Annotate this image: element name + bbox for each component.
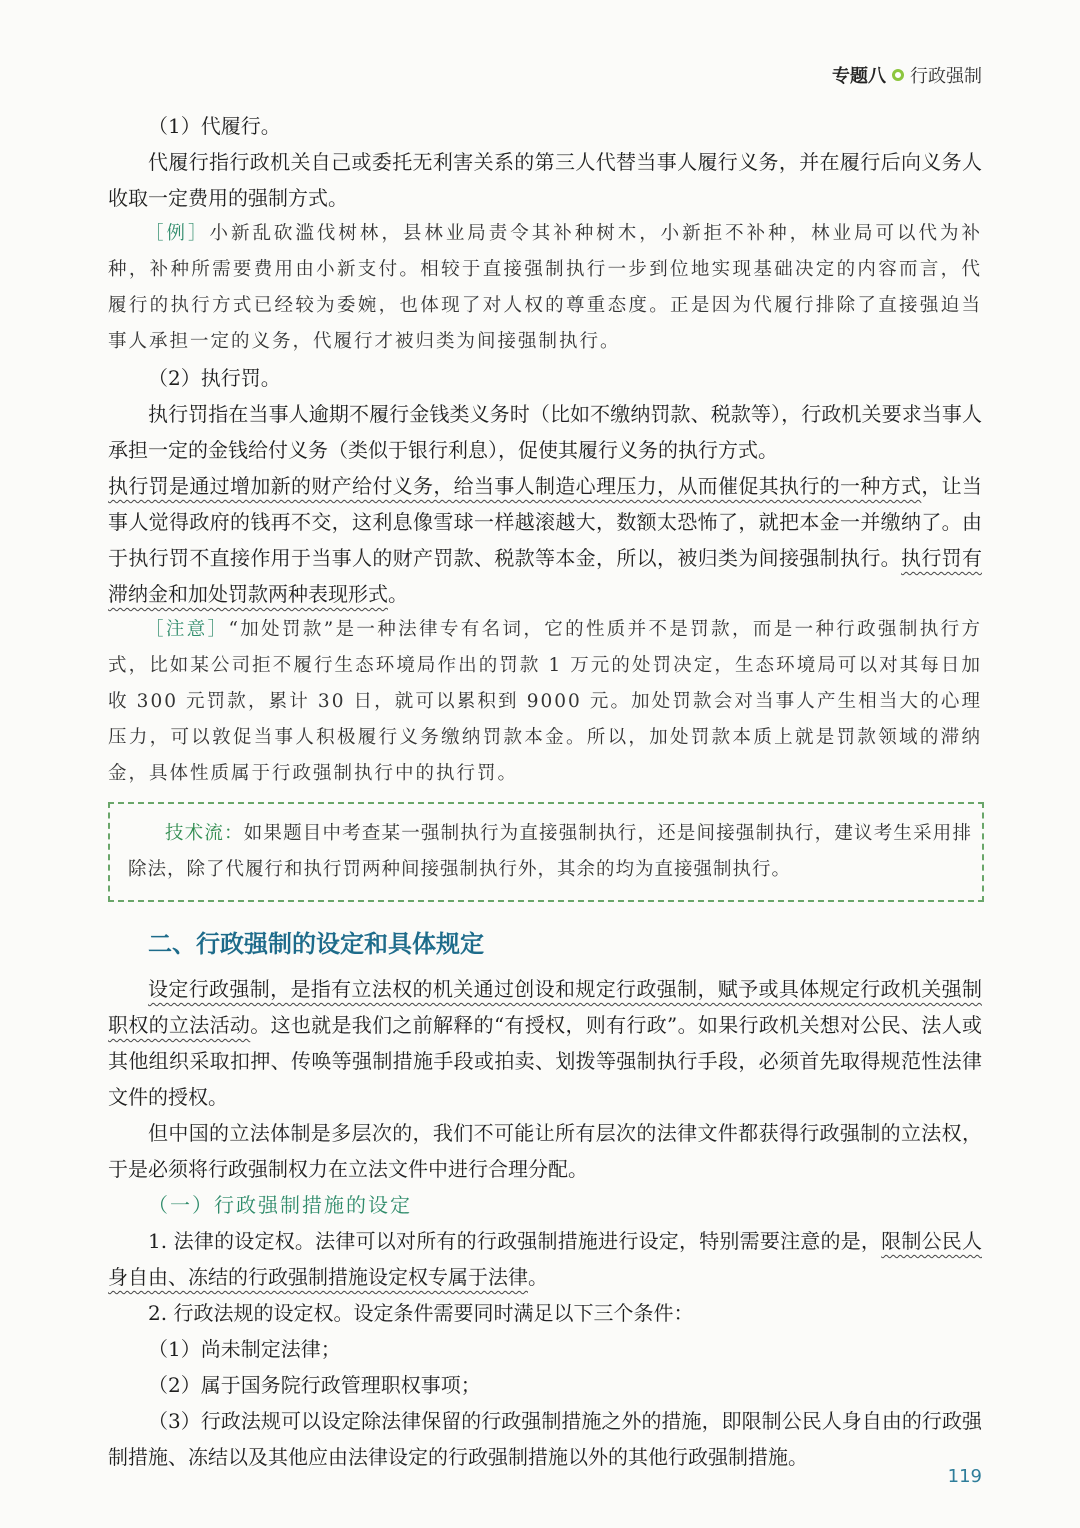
tip-box bbox=[108, 802, 984, 902]
regulation-paragraph: 2. 行政法规的设定权。设定条件需要同时满足以下三个条件： bbox=[148, 1301, 694, 1325]
sec2-text-1: ，让当事人觉得政府的钱再不交，这利息像雪球一样越滚越大，数额太恐怖了，就把本金一并缴纳了。由于执行罚不直接作用于当事人的财产罚款、税款等本金，所以，被归类为间接强制执行。 bbox=[108, 474, 983, 570]
law-paragraph bbox=[108, 1223, 982, 1295]
sec2-underline-2: 执行罚有滞纳金和加处罚款两种表现形式 bbox=[108, 546, 983, 606]
tip-text: 如果题目中考查某一强制执行为直接强制执行，还是间接强制执行，建议考生采用排除法，除了代履行和执行罚两种间接强制执行外，其余的均为直接强制执行。 bbox=[128, 823, 972, 880]
sec2-note bbox=[108, 612, 982, 792]
subheading-measures: （一）行政强制措施的设定 bbox=[148, 1193, 412, 1217]
law-underline: 限制公民人身自由、冻结的行政强制措施设定权专属于法律 bbox=[108, 1229, 982, 1289]
condition-2: （2）属于国务院行政管理职权事项； bbox=[148, 1373, 481, 1397]
part2-underline-1: 设定行政强制，是指有立法权的机关通过创设和规定行政强制，赋予或具体规定行政机关强制职权的立法活动 bbox=[108, 977, 982, 1037]
part2-text-1: 。这也就是我们之前解释的“有授权，则有行政”。如果行政机关想对公民、法人或其他组织采取扣押、传唤等强制措施手段或拍卖、划拨等强制执行手段，必须首先取得规范性法律文件的授权。 bbox=[108, 1013, 983, 1109]
sec2-explanation bbox=[108, 468, 982, 612]
note-tag: ［注意］ bbox=[145, 619, 229, 640]
part2-paragraph-2: 但中国的立法体制是多层次的，我们不可能让所有层次的法律文件都获得行政强制的立法权，于是必须将行政强制权力在立法文件中进行合理分配。 bbox=[108, 1121, 982, 1181]
note-text: “加处罚款”是一种法律专有名词，它的性质并不是罚款，而是一种行政强制执行方式，比如某公司拒不履行生态环境局作出的罚款 1 万元的处罚决定，生态环境局可以对其每日加收 300 元罚款，累计 30 日，就可以累积到 9000 元。加处罚款会对当事人产生相当大的心理压力，可以敦促当事人积极履行义务缴纳罚款本金。所以，加处罚款本质上就是罚款领域的滞纳金，具体性质属于行政强制执行中的执行罚。 bbox=[108, 619, 982, 784]
example-tag: ［例］ bbox=[145, 223, 210, 244]
condition-3: （3）行政法规可以设定除法律保留的行政强制措施之外的措施，即限制公民人身自由的行政强制措施、冻结以及其他应由法律设定的行政强制措施以外的其他行政强制措施。 bbox=[108, 1409, 982, 1469]
sec2-title: （2）执行罚。 bbox=[148, 366, 281, 390]
example-text: 小新乱砍滥伐树林，县林业局责令其补种树木，小新拒不补种，林业局可以代为补种，补种所需要费用由小新支付。相较于直接强制执行一步到位地实现基础决定的内容而言，代履行的执行方式已经较为委婉，也体现了对人权的尊重态度。正是因为代履行排除了直接强迫当事人承担一定的义务，代履行才被归类为间接强制执行。 bbox=[108, 223, 982, 352]
tip-paragraph bbox=[128, 816, 972, 888]
part2-paragraph-1 bbox=[108, 971, 982, 1115]
header-topic: 专题八 bbox=[832, 66, 886, 87]
condition-1: （1）尚未制定法律； bbox=[148, 1337, 341, 1361]
sec1-example bbox=[108, 216, 982, 360]
bullet-ring-icon bbox=[892, 69, 904, 81]
sec2-definition: 执行罚指在当事人逾期不履行金钱类义务时（比如不缴纳罚款、税款等），行政机关要求当事人承担一定的金钱给付义务（类似于银行利息），促使其履行义务的执行方式。 bbox=[108, 402, 982, 462]
section-heading: 二、行政强制的设定和具体规定 bbox=[148, 930, 484, 958]
page-number: 119 bbox=[947, 1466, 982, 1487]
sec2-text-2: 。 bbox=[388, 582, 408, 606]
header-chapter: 行政强制 bbox=[910, 66, 982, 87]
sec2-underline-1: 执行罚是通过增加新的财产给付义务，给当事人制造心理压力，从而催促其执行的一种方式 bbox=[108, 474, 922, 498]
law-end: 。 bbox=[528, 1265, 548, 1289]
tip-label: 技术流： bbox=[165, 823, 244, 844]
sec1-title: （1）代履行。 bbox=[148, 114, 281, 138]
page-content bbox=[108, 108, 982, 1475]
law-text: 1. 法律的设定权。法律可以对所有的行政强制措施进行设定，特别需要注意的是， bbox=[148, 1229, 882, 1253]
sec1-definition: 代履行指行政机关自己或委托无利害关系的第三人代替当事人履行义务，并在履行后向义务人收取一定费用的强制方式。 bbox=[108, 150, 982, 210]
running-header bbox=[832, 62, 982, 88]
